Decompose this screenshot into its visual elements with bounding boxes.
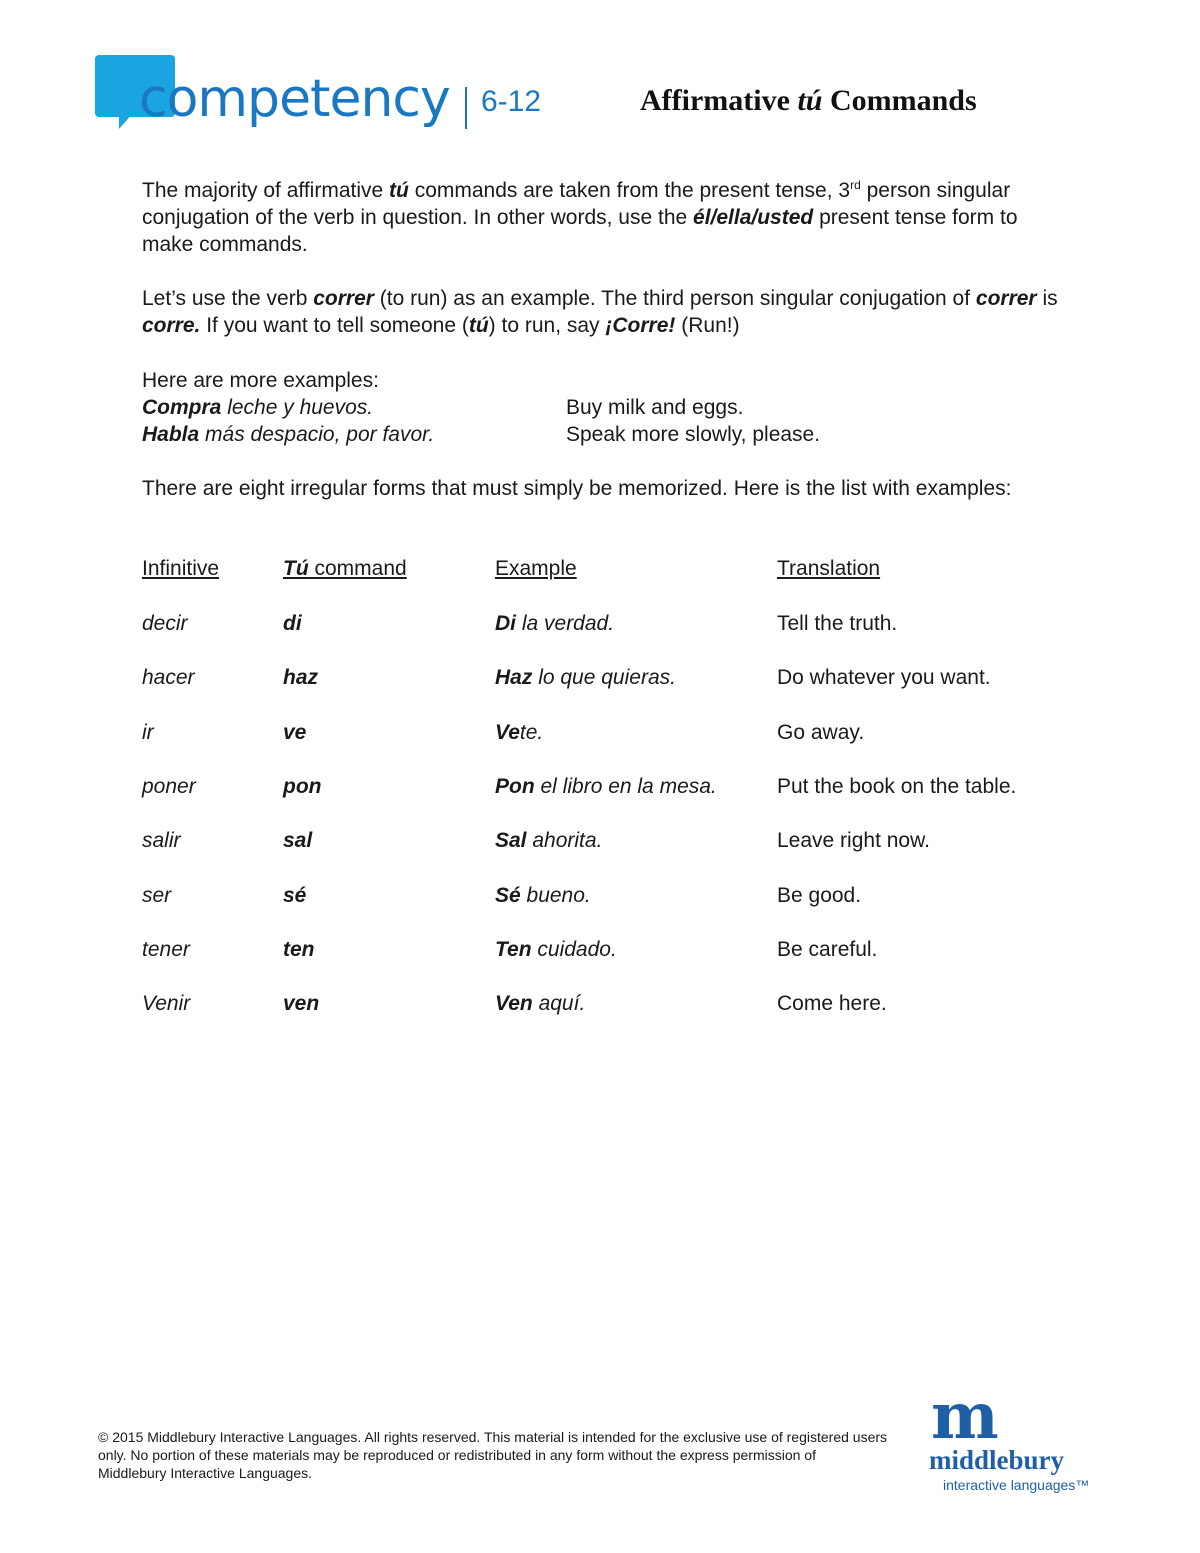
example-rest: cuidado. [531,938,617,961]
irregular-intro: There are eight irregular forms that must simply be memorized. Here is the list with examples: [142,477,1012,500]
cell-translation: Come here. [777,992,887,1015]
intro-paragraph: The majority of affirmative tú commands are taken from the present tense, 3rd person singular conjugation of the verb in question. In other words, use the él/ella/usted present tense form to make commands. [142,178,1018,256]
cell-translation: Do whatever you want. [777,666,991,689]
example-rest: el libro en la mesa. [534,775,717,798]
example-rest: la verdad. [516,612,615,635]
example-verb: Sé [495,884,521,907]
cell-translation: Be good. [777,884,862,907]
cell-infinitive: hacer [142,666,195,689]
logo-divider [465,87,467,129]
cell-example [495,719,543,746]
cell-example [495,827,602,854]
cell-translation: Leave right now. [777,829,930,852]
cell-command: ten [283,938,315,961]
cell-translation: Be careful. [777,938,878,961]
column-header-command: Tú command [283,557,407,580]
example-verb: Di [495,612,516,635]
example-rest: ahorita. [526,829,603,852]
copyright-notice: © 2015 Middlebury Interactive Languages. All rights reserved. This material is intended for the exclusive use of registered users only. No portion of these materials may be reproduced or redistributed in any form without the express permission of Middlebury Interactive Languages. [98,1429,888,1481]
cell-command: haz [283,666,319,689]
example-verb: Ve [495,721,520,744]
cell-command: ve [283,721,307,744]
cell-translation: Go away. [777,721,865,744]
page-title: Affirmative tú Commands [640,84,977,117]
middlebury-logo [925,1379,1125,1495]
column-header-translation: Translation [777,557,881,580]
cell-command: pon [283,775,322,798]
cell-infinitive: ser [142,884,172,907]
column-header-infinitive: Infinitive [142,557,220,580]
cell-example [495,773,717,800]
column-header-example: Example [495,557,577,580]
example-rest: lo que quieras. [532,666,676,689]
example-rest: aquí. [532,992,586,1015]
cell-infinitive: poner [142,775,196,798]
example-verb: Sal [495,829,527,852]
cell-infinitive: salir [142,829,181,852]
cell-infinitive: decir [142,612,188,635]
cell-command: di [283,612,302,635]
cell-example [495,936,617,963]
example-verb: Haz [495,666,533,689]
competency-logo [95,55,565,135]
example-paragraph: Let’s use the verb correr (to run) as an example. The third person singular conjugation of correr is corre. If you want to tell someone (tú) to run, say ¡Corre! (Run!) [142,287,1058,337]
cell-example [495,990,585,1017]
middlebury-wordmark: middlebury [929,1445,1065,1475]
cell-command: sal [283,829,313,852]
cell-infinitive: tener [142,938,190,961]
middlebury-tagline: interactive languages™ [943,1477,1090,1493]
logo-grade-range: 6-12 [481,85,542,118]
middlebury-m-mark: m [931,1379,993,1454]
logo-wordmark: competency [139,69,450,129]
cell-command: sé [283,884,307,907]
cell-command: ven [283,992,320,1015]
cell-translation: Tell the truth. [777,612,898,635]
example-verb: Pon [495,775,535,798]
example-verb: Ten [495,938,532,961]
more-examples-heading: Here are more examples: [142,369,379,392]
cell-example [495,610,614,637]
example-rest: bueno. [520,884,591,907]
cell-infinitive: Venir [142,992,191,1015]
example-rest: te. [519,721,544,744]
cell-translation: Put the book on the table. [777,775,1017,798]
cell-example [495,664,676,691]
cell-example [495,882,591,909]
cell-infinitive: ir [142,721,154,744]
speech-bubble-tail [119,113,133,129]
example-verb: Ven [495,992,533,1015]
